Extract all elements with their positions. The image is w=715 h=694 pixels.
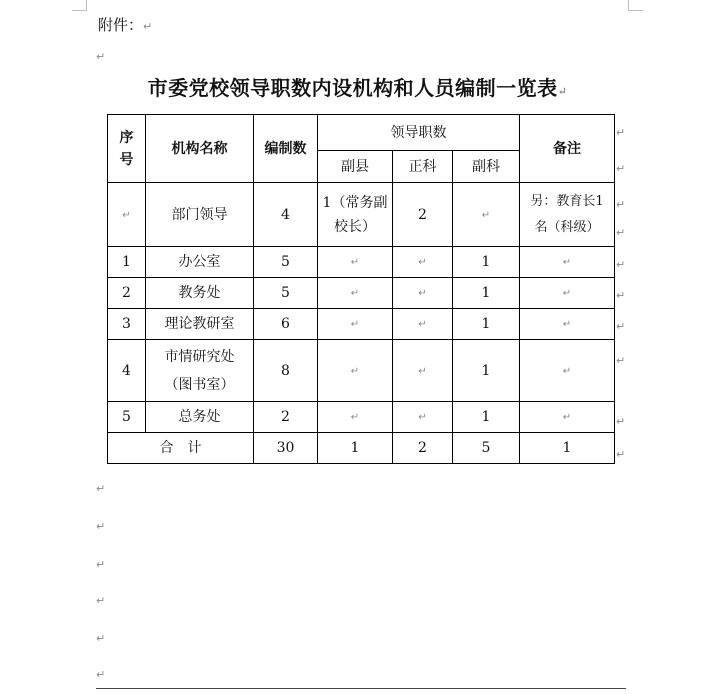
paragraph-mark: ↵ — [96, 482, 106, 495]
page-corner-mark-left — [72, 0, 87, 11]
cell-quota: 8 — [254, 340, 318, 402]
paragraph-mark: ↵ — [96, 558, 106, 571]
header-leader-posts: 领导职数 — [318, 115, 520, 151]
cell-org: 部门领导 — [146, 183, 254, 247]
cell-mark: ↵ — [418, 412, 427, 423]
total-section-chief: 2 — [393, 433, 453, 464]
header-quota: 编制数 — [254, 115, 318, 183]
row-end-mark: ↵ — [616, 162, 626, 175]
cell-section-chief: 2 — [393, 183, 453, 247]
cell-mark: ↵ — [418, 319, 427, 330]
table-row — [108, 183, 615, 247]
cell-deputy-section: 1 — [453, 278, 520, 309]
cell-deputy-section: 1 — [453, 340, 520, 402]
table-row — [108, 309, 615, 340]
header-deputy-county: 副县 — [318, 151, 393, 183]
header-org-name: 机构名称 — [146, 115, 254, 183]
row-end-mark: ↵ — [616, 126, 626, 139]
cell-quota: 5 — [254, 278, 318, 309]
cell-mark: ↵ — [562, 288, 572, 299]
cell-deputy-county: 1（常务副校长） — [318, 183, 393, 247]
header-seq: 序号 — [108, 115, 146, 183]
paragraph-mark: ↵ — [557, 85, 568, 98]
attachment-label: 附件：↵ — [98, 16, 153, 34]
cell-mark: ↵ — [562, 412, 572, 423]
cell-org: 理论教研室 — [146, 309, 254, 340]
header-remarks: 备注 — [520, 115, 615, 183]
row-end-mark: ↵ — [616, 354, 626, 367]
cell-seq: 3 — [108, 309, 146, 340]
page-corner-mark-right — [628, 0, 643, 11]
cell-deputy-section: 1 — [453, 402, 520, 433]
cell-mark: ↵ — [562, 365, 572, 377]
cell-seq: 1 — [108, 247, 146, 278]
total-quota: 30 — [254, 433, 318, 464]
cell-org: 教务处 — [146, 278, 254, 309]
cell-mark: ↵ — [350, 412, 360, 423]
cell-mark: ↵ — [481, 209, 491, 221]
cell-quota: 4 — [254, 183, 318, 247]
table-row — [108, 402, 615, 433]
cell-mark: ↵ — [350, 288, 360, 299]
staffing-table — [107, 114, 615, 464]
cell-quota: 2 — [254, 402, 318, 433]
total-row — [108, 433, 615, 464]
cell-seq: 4 — [108, 340, 146, 402]
total-label: 合 计 — [108, 433, 254, 464]
cell-org: 办公室 — [146, 247, 254, 278]
cell-remarks: 另：教育长1名（科级） — [520, 183, 615, 247]
cell-quota: 6 — [254, 309, 318, 340]
table-row — [108, 278, 615, 309]
cell-mark: ↵ — [122, 209, 131, 221]
document-title: 市委党校领导职数内设机构和人员编制一览表↵ — [147, 76, 568, 100]
row-end-mark: ↵ — [616, 198, 626, 211]
paragraph-mark: ↵ — [143, 20, 153, 33]
cell-mark: ↵ — [350, 257, 360, 268]
row-end-mark: ↵ — [616, 415, 626, 428]
paragraph-mark: ↵ — [96, 594, 106, 607]
cell-deputy-section: 1 — [453, 247, 520, 278]
row-end-mark: ↵ — [616, 226, 626, 239]
paragraph-mark: ↵ — [96, 632, 106, 645]
paragraph-mark: ↵ — [96, 50, 106, 63]
cell-mark: ↵ — [562, 257, 572, 268]
row-end-mark: ↵ — [616, 448, 626, 461]
total-deputy-county: 1 — [318, 433, 393, 464]
total-remarks: 1 — [520, 433, 615, 464]
cell-mark: ↵ — [350, 319, 360, 330]
total-deputy-section: 5 — [453, 433, 520, 464]
cell-mark: ↵ — [418, 288, 427, 299]
cell-org: 总务处 — [146, 402, 254, 433]
paragraph-mark: ↵ — [96, 520, 106, 533]
footer-rule — [96, 688, 626, 689]
cell-quota: 5 — [254, 247, 318, 278]
row-end-mark: ↵ — [616, 320, 626, 333]
row-end-mark: ↵ — [616, 258, 626, 271]
cell-mark: ↵ — [350, 365, 360, 377]
header-section-chief: 正科 — [393, 151, 453, 183]
cell-org: 市情研究处（图书室） — [146, 340, 254, 402]
cell-mark: ↵ — [418, 257, 427, 268]
cell-seq: 5 — [108, 402, 146, 433]
header-deputy-section: 副科 — [453, 151, 520, 183]
cell-deputy-section: 1 — [453, 309, 520, 340]
row-end-mark: ↵ — [616, 289, 626, 302]
table-row — [108, 340, 615, 402]
cell-mark: ↵ — [418, 365, 427, 377]
table-row — [108, 247, 615, 278]
cell-mark: ↵ — [562, 319, 572, 330]
cell-seq: 2 — [108, 278, 146, 309]
paragraph-mark: ↵ — [96, 668, 106, 681]
